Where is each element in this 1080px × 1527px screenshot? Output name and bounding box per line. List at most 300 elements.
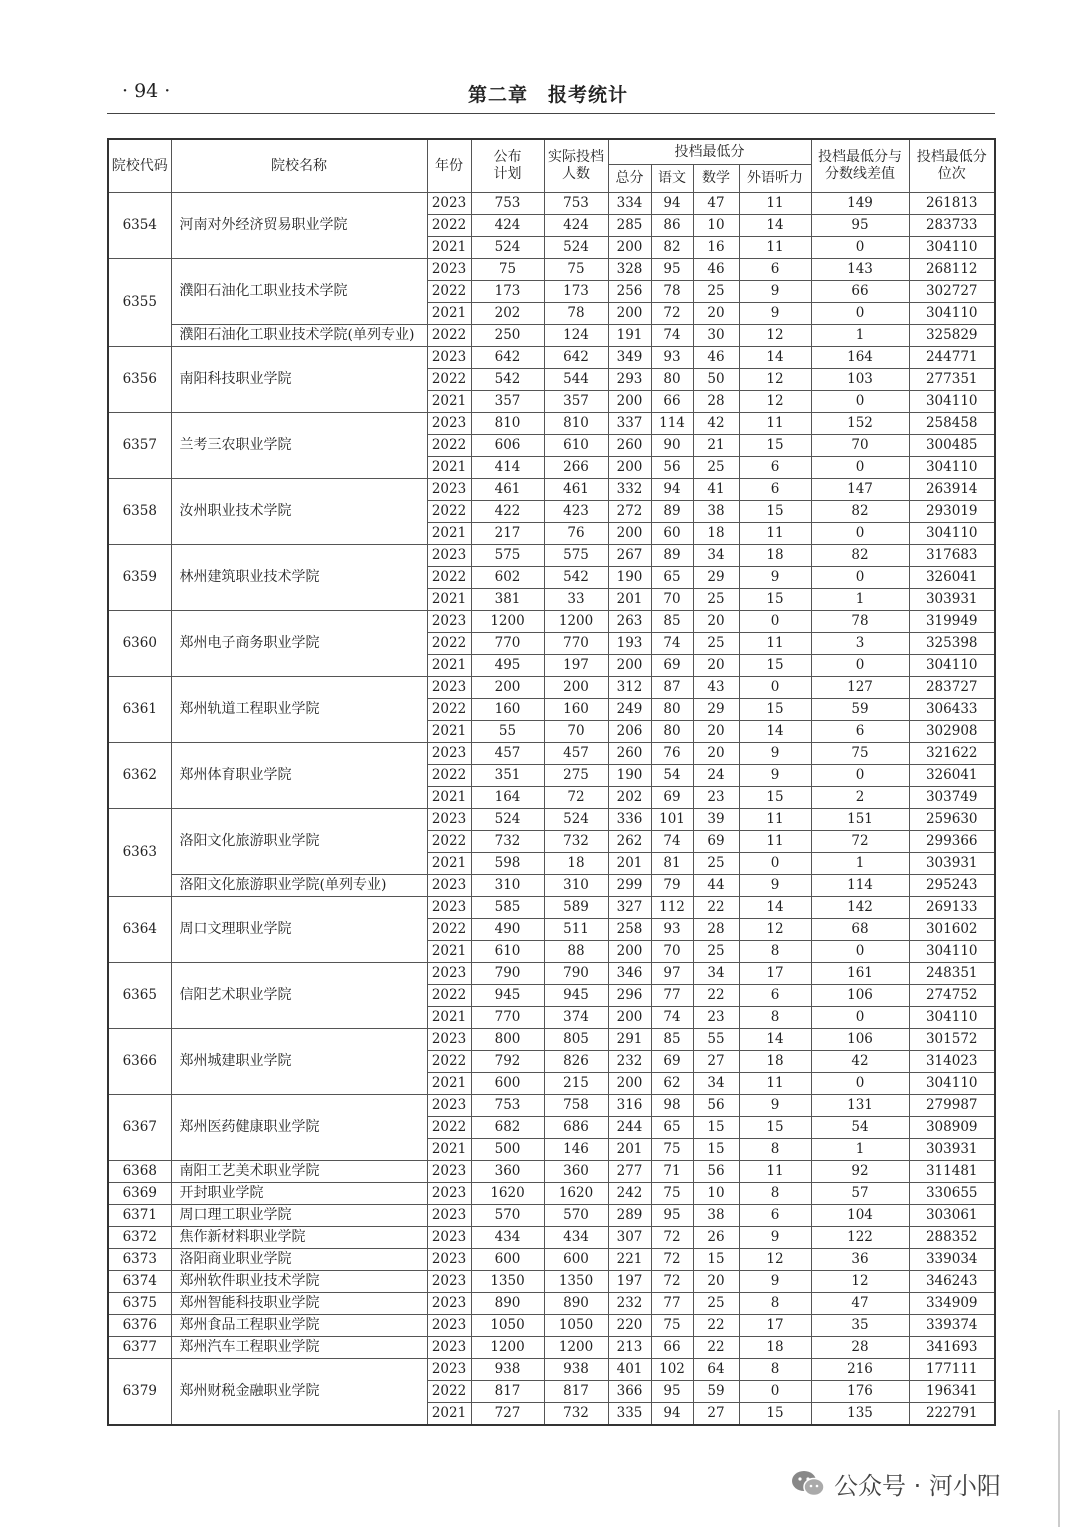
cell-listening: 9 [739,765,811,787]
cell-listening: 0 [739,853,811,875]
cell-plan: 351 [471,765,544,787]
cell-rank: 283733 [909,215,995,237]
cell-diff: 1 [811,853,909,875]
cell-actual: 72 [544,787,608,809]
cell-chinese: 75 [651,1139,693,1161]
cell-actual: 76 [544,523,608,545]
cell-chinese: 72 [651,1249,693,1271]
cell-year: 2023 [427,413,471,435]
school-name: 洛阳文化旅游职业学院(单列专业) [171,875,427,897]
cell-plan: 217 [471,523,544,545]
header-diff: 投档最低分与分数线差值 [811,139,909,193]
cell-diff: 59 [811,699,909,721]
cell-total: 307 [608,1227,651,1249]
cell-math: 28 [693,919,739,941]
cell-actual: 357 [544,391,608,413]
cell-actual: 610 [544,435,608,457]
cell-chinese: 76 [651,743,693,765]
cell-rank: 302727 [909,281,995,303]
table-body [108,193,995,1426]
cell-plan: 610 [471,941,544,963]
cell-diff: 12 [811,1271,909,1293]
cell-total: 249 [608,699,651,721]
cell-math: 23 [693,1007,739,1029]
cell-chinese: 60 [651,523,693,545]
school-name: 濮阳石油化工职业技术学院 [171,259,427,325]
cell-listening: 12 [739,1249,811,1271]
cell-diff: 0 [811,391,909,413]
cell-total: 334 [608,193,651,215]
cell-chinese: 102 [651,1359,693,1381]
cell-math: 27 [693,1403,739,1426]
table-row [108,1205,995,1227]
cell-actual: 124 [544,325,608,347]
cell-total: 272 [608,501,651,523]
cell-actual: 1350 [544,1271,608,1293]
cell-math: 25 [693,633,739,655]
table-row [108,1315,995,1337]
cell-plan: 424 [471,215,544,237]
cell-plan: 1200 [471,1337,544,1359]
table-row [108,743,995,765]
cell-year: 2022 [427,633,471,655]
cell-plan: 357 [471,391,544,413]
school-name: 洛阳文化旅游职业学院 [171,809,427,875]
cell-diff: 82 [811,545,909,567]
cell-plan: 1050 [471,1315,544,1337]
cell-diff: 106 [811,1029,909,1051]
cell-diff: 122 [811,1227,909,1249]
cell-math: 25 [693,281,739,303]
cell-total: 260 [608,435,651,457]
cell-plan: 938 [471,1359,544,1381]
cell-actual: 542 [544,567,608,589]
cell-listening: 9 [739,281,811,303]
cell-total: 312 [608,677,651,699]
cell-total: 202 [608,787,651,809]
cell-chinese: 85 [651,1029,693,1051]
cell-listening: 15 [739,1403,811,1426]
header-listening: 外语听力 [739,165,811,193]
cell-math: 56 [693,1161,739,1183]
school-code: 6369 [108,1183,171,1205]
cell-rank: 258458 [909,413,995,435]
cell-chinese: 65 [651,1117,693,1139]
cell-chinese: 72 [651,1227,693,1249]
school-code: 6364 [108,897,171,963]
cell-total: 285 [608,215,651,237]
cell-listening: 15 [739,1117,811,1139]
cell-diff: 54 [811,1117,909,1139]
cell-listening: 18 [739,1051,811,1073]
cell-math: 25 [693,941,739,963]
cell-actual: 374 [544,1007,608,1029]
header-min-score: 投档最低分 [608,139,811,165]
cell-year: 2021 [427,303,471,325]
cell-diff: 66 [811,281,909,303]
school-code: 6365 [108,963,171,1029]
cell-year: 2023 [427,1293,471,1315]
cell-year: 2021 [427,457,471,479]
cell-chinese: 80 [651,699,693,721]
header-rank: 投档最低分位次 [909,139,995,193]
table-row [108,347,995,369]
cell-total: 200 [608,523,651,545]
school-code: 6371 [108,1205,171,1227]
cell-actual: 817 [544,1381,608,1403]
table-row [108,677,995,699]
table-row [108,897,995,919]
cell-math: 56 [693,1095,739,1117]
cell-year: 2023 [427,1029,471,1051]
cell-year: 2022 [427,831,471,853]
cell-diff: 152 [811,413,909,435]
school-code: 6360 [108,611,171,677]
cell-chinese: 56 [651,457,693,479]
cell-math: 25 [693,589,739,611]
cell-rank: 274752 [909,985,995,1007]
cell-diff: 127 [811,677,909,699]
cell-total: 191 [608,325,651,347]
cell-total: 244 [608,1117,651,1139]
cell-total: 200 [608,1073,651,1095]
cell-math: 25 [693,853,739,875]
cell-year: 2023 [427,1205,471,1227]
cell-rank: 306433 [909,699,995,721]
cell-total: 201 [608,853,651,875]
table-row [108,875,995,897]
cell-rank: 308909 [909,1117,995,1139]
cell-rank: 303749 [909,787,995,809]
cell-diff: 0 [811,523,909,545]
cell-year: 2023 [427,479,471,501]
cell-math: 29 [693,699,739,721]
cell-chinese: 114 [651,413,693,435]
cell-plan: 792 [471,1051,544,1073]
cell-rank: 339034 [909,1249,995,1271]
cell-listening: 11 [739,237,811,259]
cell-rank: 319949 [909,611,995,633]
cell-listening: 9 [739,875,811,897]
cell-listening: 11 [739,1073,811,1095]
cell-actual: 511 [544,919,608,941]
table-row [108,1293,995,1315]
cell-math: 59 [693,1381,739,1403]
cell-total: 346 [608,963,651,985]
cell-plan: 600 [471,1073,544,1095]
cell-math: 38 [693,1205,739,1227]
cell-year: 2023 [427,963,471,985]
school-code: 6354 [108,193,171,259]
cell-diff: 147 [811,479,909,501]
cell-rank: 283727 [909,677,995,699]
cell-plan: 173 [471,281,544,303]
cell-year: 2023 [427,809,471,831]
cell-actual: 753 [544,193,608,215]
school-name: 郑州电子商务职业学院 [171,611,427,677]
cell-plan: 164 [471,787,544,809]
cell-listening: 11 [739,193,811,215]
cell-diff: 68 [811,919,909,941]
cell-math: 46 [693,347,739,369]
cell-actual: 70 [544,721,608,743]
cell-total: 337 [608,413,651,435]
cell-actual: 945 [544,985,608,1007]
cell-rank: 248351 [909,963,995,985]
cell-listening: 12 [739,391,811,413]
cell-diff: 149 [811,193,909,215]
cell-total: 200 [608,237,651,259]
cell-listening: 14 [739,721,811,743]
cell-actual: 575 [544,545,608,567]
cell-diff: 161 [811,963,909,985]
cell-math: 22 [693,1337,739,1359]
school-code: 6357 [108,413,171,479]
cell-year: 2022 [427,435,471,457]
cell-actual: 810 [544,413,608,435]
cell-diff: 75 [811,743,909,765]
cell-total: 220 [608,1315,651,1337]
cell-chinese: 94 [651,479,693,501]
cell-rank: 269133 [909,897,995,919]
cell-listening: 8 [739,1293,811,1315]
cell-math: 20 [693,303,739,325]
cell-diff: 2 [811,787,909,809]
cell-year: 2023 [427,1359,471,1381]
school-code: 6362 [108,743,171,809]
cell-listening: 14 [739,897,811,919]
cell-chinese: 95 [651,1205,693,1227]
cell-plan: 770 [471,633,544,655]
cell-plan: 250 [471,325,544,347]
cell-total: 232 [608,1293,651,1315]
school-name: 郑州智能科技职业学院 [171,1293,427,1315]
scan-edge [1058,1410,1060,1527]
cell-diff: 70 [811,435,909,457]
header-chinese: 语文 [651,165,693,193]
cell-total: 190 [608,567,651,589]
cell-plan: 753 [471,193,544,215]
cell-chinese: 79 [651,875,693,897]
cell-year: 2023 [427,897,471,919]
cell-chinese: 74 [651,831,693,853]
school-code: 6377 [108,1337,171,1359]
cell-diff: 142 [811,897,909,919]
table-row [108,325,995,347]
cell-actual: 826 [544,1051,608,1073]
table-row [108,1227,995,1249]
cell-math: 55 [693,1029,739,1051]
cell-math: 44 [693,875,739,897]
cell-chinese: 72 [651,303,693,325]
cell-chinese: 71 [651,1161,693,1183]
cell-total: 316 [608,1095,651,1117]
cell-total: 197 [608,1271,651,1293]
cell-diff: 1 [811,1139,909,1161]
cell-math: 20 [693,721,739,743]
cell-diff: 106 [811,985,909,1007]
cell-year: 2021 [427,853,471,875]
cell-math: 22 [693,1315,739,1337]
header-plan: 公布计划 [471,139,544,193]
cell-rank: 196341 [909,1381,995,1403]
cell-plan: 457 [471,743,544,765]
cell-rank: 341693 [909,1337,995,1359]
header-rule [107,113,995,114]
cell-diff: 0 [811,1073,909,1095]
cell-math: 25 [693,457,739,479]
cell-math: 20 [693,611,739,633]
cell-chinese: 78 [651,281,693,303]
cell-math: 30 [693,325,739,347]
cell-total: 327 [608,897,651,919]
cell-diff: 151 [811,809,909,831]
cell-year: 2022 [427,765,471,787]
cell-year: 2022 [427,215,471,237]
cell-year: 2022 [427,699,471,721]
cell-math: 43 [693,677,739,699]
cell-math: 15 [693,1249,739,1271]
table-row [108,611,995,633]
cell-actual: 75 [544,259,608,281]
cell-listening: 17 [739,1315,811,1337]
cell-diff: 42 [811,1051,909,1073]
cell-rank: 304110 [909,457,995,479]
cell-chinese: 69 [651,655,693,677]
cell-total: 293 [608,369,651,391]
header-math: 数学 [693,165,739,193]
cell-diff: 35 [811,1315,909,1337]
cell-diff: 6 [811,721,909,743]
table-row [108,413,995,435]
cell-listening: 9 [739,1271,811,1293]
cell-plan: 602 [471,567,544,589]
cell-rank: 263914 [909,479,995,501]
cell-math: 41 [693,479,739,501]
cell-rank: 325398 [909,633,995,655]
cell-plan: 55 [471,721,544,743]
table-row [108,1359,995,1381]
cell-plan: 202 [471,303,544,325]
cell-math: 38 [693,501,739,523]
cell-listening: 9 [739,567,811,589]
cell-chinese: 80 [651,369,693,391]
cell-year: 2023 [427,1227,471,1249]
cell-diff: 82 [811,501,909,523]
school-name: 郑州财税金融职业学院 [171,1359,427,1426]
cell-plan: 810 [471,413,544,435]
cell-chinese: 65 [651,567,693,589]
cell-diff: 28 [811,1337,909,1359]
school-code: 6373 [108,1249,171,1271]
cell-math: 34 [693,1073,739,1095]
table-row [108,1161,995,1183]
cell-plan: 160 [471,699,544,721]
cell-math: 64 [693,1359,739,1381]
cell-math: 15 [693,1117,739,1139]
cell-plan: 524 [471,809,544,831]
school-name: 郑州体育职业学院 [171,743,427,809]
cell-year: 2021 [427,1007,471,1029]
cell-math: 69 [693,831,739,853]
cell-plan: 598 [471,853,544,875]
cell-rank: 304110 [909,391,995,413]
cell-plan: 642 [471,347,544,369]
cell-year: 2022 [427,1381,471,1403]
cell-total: 200 [608,457,651,479]
cell-chinese: 98 [651,1095,693,1117]
cell-chinese: 54 [651,765,693,787]
cell-actual: 600 [544,1249,608,1271]
school-name: 周口理工职业学院 [171,1205,427,1227]
cell-chinese: 89 [651,545,693,567]
cell-rank: 303931 [909,853,995,875]
cell-rank: 304110 [909,941,995,963]
table-row [108,963,995,985]
cell-year: 2023 [427,259,471,281]
cell-year: 2023 [427,1249,471,1271]
cell-plan: 753 [471,1095,544,1117]
cell-chinese: 70 [651,941,693,963]
cell-diff: 36 [811,1249,909,1271]
school-code: 6367 [108,1095,171,1161]
cell-plan: 1620 [471,1183,544,1205]
school-name: 汝州职业技术学院 [171,479,427,545]
cell-year: 2023 [427,347,471,369]
cell-diff: 3 [811,633,909,655]
cell-actual: 200 [544,677,608,699]
cell-year: 2021 [427,1403,471,1426]
cell-year: 2023 [427,677,471,699]
cell-diff: 0 [811,237,909,259]
school-code: 6379 [108,1359,171,1426]
cell-plan: 570 [471,1205,544,1227]
cell-total: 232 [608,1051,651,1073]
cell-rank: 321622 [909,743,995,765]
cell-rank: 299366 [909,831,995,853]
school-name: 郑州汽车工程职业学院 [171,1337,427,1359]
cell-rank: 259630 [909,809,995,831]
table-row [108,545,995,567]
cell-chinese: 87 [651,677,693,699]
cell-plan: 75 [471,259,544,281]
school-code: 6374 [108,1271,171,1293]
cell-rank: 293019 [909,501,995,523]
cell-actual: 18 [544,853,608,875]
cell-chinese: 74 [651,325,693,347]
cell-plan: 524 [471,237,544,259]
cell-actual: 1200 [544,611,608,633]
cell-diff: 1 [811,325,909,347]
cell-chinese: 62 [651,1073,693,1095]
cell-actual: 88 [544,941,608,963]
cell-rank: 301602 [909,919,995,941]
cell-math: 46 [693,259,739,281]
cell-plan: 890 [471,1293,544,1315]
cell-rank: 261813 [909,193,995,215]
cell-listening: 18 [739,1337,811,1359]
cell-year: 2023 [427,743,471,765]
cell-diff: 164 [811,347,909,369]
cell-chinese: 75 [651,1183,693,1205]
cell-plan: 500 [471,1139,544,1161]
cell-listening: 12 [739,369,811,391]
cell-plan: 542 [471,369,544,391]
cell-total: 242 [608,1183,651,1205]
cell-total: 277 [608,1161,651,1183]
cell-year: 2022 [427,281,471,303]
cell-actual: 160 [544,699,608,721]
